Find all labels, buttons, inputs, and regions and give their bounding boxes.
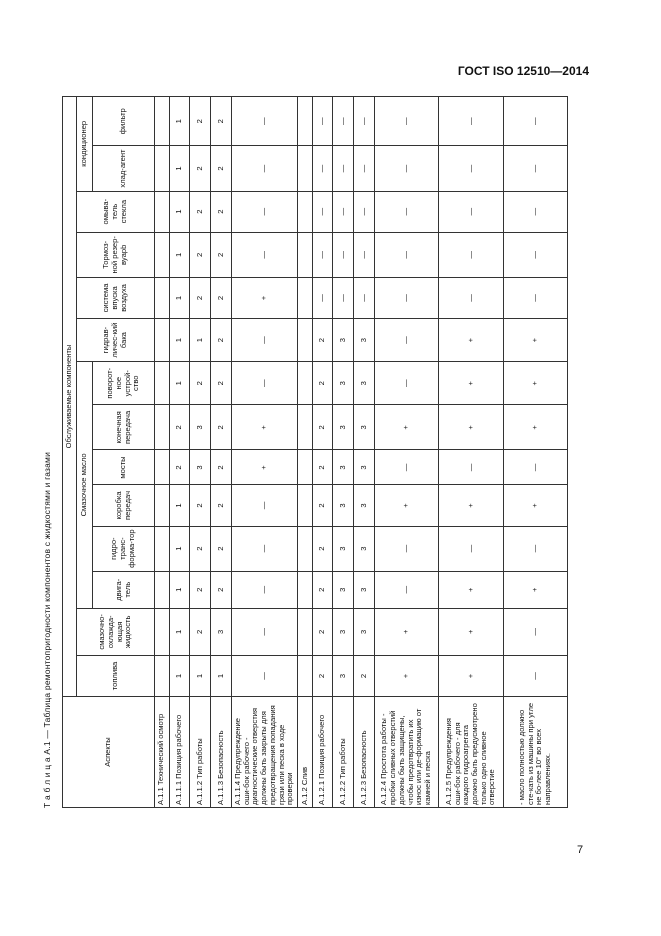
- table-cell: —: [503, 97, 567, 146]
- table-cell: 1: [169, 362, 190, 405]
- table-cell: +: [439, 655, 503, 696]
- table-cell: 3: [190, 450, 211, 485]
- table-cell: 2: [190, 97, 211, 146]
- table-cell: 1: [169, 608, 190, 655]
- table-cell: 2: [354, 655, 375, 696]
- rotated-table-area: [40, 96, 570, 808]
- table-cell: 2: [312, 362, 333, 405]
- table-row: [298, 97, 313, 808]
- row-aspect: А.1.2.3 Безопасность: [354, 697, 375, 808]
- table-cell: —: [231, 319, 297, 362]
- table-cell: —: [231, 191, 297, 232]
- table-cell: [155, 362, 170, 405]
- header-hydro-transformer: гидро-транс-форма-тор: [93, 526, 155, 571]
- table-cell: 2: [211, 571, 232, 608]
- table-cell: —: [374, 571, 438, 608]
- table-cell: [298, 277, 313, 318]
- table-cell: 2: [312, 655, 333, 696]
- header-aspects: Аспекты: [63, 697, 155, 808]
- row-aspect: А.1.2 Слив: [298, 697, 313, 808]
- table-cell: +: [503, 571, 567, 608]
- table-cell: —: [231, 526, 297, 571]
- table-cell: —: [439, 146, 503, 191]
- table-caption: Т а б л и ц а А.1 — Таблица ремонтопригодности компонентов с жидкостями и газами: [42, 451, 52, 808]
- table-cell: 3: [354, 405, 375, 450]
- table-cell: 2: [312, 571, 333, 608]
- table-cell: —: [503, 608, 567, 655]
- table-cell: —: [374, 319, 438, 362]
- table-cell: [155, 232, 170, 277]
- table-cell: 1: [169, 571, 190, 608]
- table-cell: [155, 655, 170, 696]
- table-cell: 2: [211, 146, 232, 191]
- table-cell: 3: [354, 362, 375, 405]
- table-cell: 3: [354, 526, 375, 571]
- table-cell: —: [333, 97, 354, 146]
- table-cell: —: [231, 362, 297, 405]
- table-cell: +: [439, 319, 503, 362]
- table-cell: 3: [333, 485, 354, 526]
- table-cell: 1: [169, 319, 190, 362]
- header-washer: омыва-тель стекла: [77, 191, 155, 232]
- table-cell: —: [354, 146, 375, 191]
- table-cell: —: [374, 277, 438, 318]
- table-cell: —: [333, 232, 354, 277]
- table-cell: —: [312, 191, 333, 232]
- table-cell: —: [374, 450, 438, 485]
- table-row: [169, 97, 190, 808]
- row-aspect: А.1.2.5 Предупреждения оши-бок рабочего - для каждого гидроагрегата должно быть предусмотрено только одно сливное отверстие: [439, 697, 503, 808]
- table-cell: —: [231, 232, 297, 277]
- table-cell: 2: [211, 526, 232, 571]
- table-cell: 3: [333, 571, 354, 608]
- table-cell: 3: [333, 655, 354, 696]
- table-cell: 1: [169, 146, 190, 191]
- table-cell: [155, 405, 170, 450]
- table-cell: 3: [333, 405, 354, 450]
- table-cell: —: [503, 191, 567, 232]
- table-cell: [155, 191, 170, 232]
- table-cell: —: [231, 608, 297, 655]
- table-cell: 2: [190, 191, 211, 232]
- table-cell: 2: [211, 362, 232, 405]
- row-aspect: А.1.1 Технический осмотр: [155, 697, 170, 808]
- table-cell: —: [231, 146, 297, 191]
- table-cell: —: [503, 655, 567, 696]
- table-cell: 3: [211, 608, 232, 655]
- table-cell: 1: [190, 655, 211, 696]
- table-cell: —: [439, 232, 503, 277]
- table-cell: 3: [333, 526, 354, 571]
- table-cell: —: [354, 277, 375, 318]
- table-cell: —: [503, 232, 567, 277]
- table-cell: —: [439, 526, 503, 571]
- header-serviced: Обслуживаемые компоненты: [63, 97, 77, 697]
- table-cell: [155, 277, 170, 318]
- table-cell: 3: [333, 608, 354, 655]
- header-engine: двига-тель: [93, 571, 155, 608]
- table-cell: 1: [169, 232, 190, 277]
- header-ac: кондиционер: [77, 97, 93, 192]
- table-cell: +: [503, 405, 567, 450]
- table-cell: [155, 571, 170, 608]
- table-cell: —: [374, 191, 438, 232]
- table-cell: 2: [211, 485, 232, 526]
- table-cell: —: [312, 232, 333, 277]
- table-cell: 3: [354, 608, 375, 655]
- table-cell: [155, 97, 170, 146]
- table-cell: +: [231, 450, 297, 485]
- table-rotation-frame: [40, 96, 570, 808]
- table-cell: —: [231, 655, 297, 696]
- table-cell: 2: [190, 571, 211, 608]
- table-row: [333, 97, 354, 808]
- table-cell: 3: [333, 319, 354, 362]
- table-cell: +: [503, 485, 567, 526]
- table-cell: +: [374, 655, 438, 696]
- table-body: [155, 97, 568, 808]
- header-lube: Смазочное масло: [77, 362, 93, 609]
- table-cell: [155, 485, 170, 526]
- row-aspect: А.1.2.1 Позиция рабочего: [312, 697, 333, 808]
- table-cell: 3: [354, 450, 375, 485]
- table-cell: [155, 146, 170, 191]
- table-cell: 2: [211, 232, 232, 277]
- table-row: [155, 97, 170, 808]
- table-cell: [298, 232, 313, 277]
- table-cell: —: [374, 362, 438, 405]
- table-cell: 1: [169, 97, 190, 146]
- table-cell: 2: [312, 450, 333, 485]
- table-cell: [298, 526, 313, 571]
- table-row: [354, 97, 375, 808]
- table-cell: 2: [190, 526, 211, 571]
- table-cell: [155, 319, 170, 362]
- standard-header: ГОСТ ISO 12510—2014: [457, 64, 589, 78]
- table-cell: 2: [312, 526, 333, 571]
- table-cell: +: [503, 319, 567, 362]
- table-cell: [298, 450, 313, 485]
- table-cell: +: [231, 405, 297, 450]
- table-cell: —: [354, 191, 375, 232]
- header-axles: мосты: [93, 450, 155, 485]
- table-cell: —: [333, 277, 354, 318]
- row-aspect: А.1.1.1 Позиция рабочего: [169, 697, 190, 808]
- table-cell: —: [503, 146, 567, 191]
- table-cell: 2: [312, 485, 333, 526]
- table-row: [190, 97, 211, 808]
- table-cell: —: [354, 97, 375, 146]
- table-cell: 2: [190, 232, 211, 277]
- row-aspect: А.1.2.2 Тип работы: [333, 697, 354, 808]
- table-cell: 3: [354, 485, 375, 526]
- header-ac-filter: фильтр: [93, 97, 155, 146]
- table-cell: —: [503, 450, 567, 485]
- table-cell: 3: [190, 405, 211, 450]
- page-number: 7: [577, 844, 584, 856]
- table-cell: [298, 571, 313, 608]
- table-cell: 2: [190, 146, 211, 191]
- table-cell: [298, 485, 313, 526]
- table-cell: —: [439, 97, 503, 146]
- table-cell: —: [231, 571, 297, 608]
- table-cell: —: [333, 146, 354, 191]
- table-cell: 2: [211, 277, 232, 318]
- table-cell: 1: [169, 277, 190, 318]
- header-ac-refrigerant: хлад-агент: [93, 146, 155, 191]
- table-row: [439, 97, 503, 808]
- maintainability-table: [62, 96, 568, 808]
- table-cell: 2: [190, 608, 211, 655]
- table-cell: —: [312, 146, 333, 191]
- table-cell: [298, 655, 313, 696]
- table-cell: —: [333, 191, 354, 232]
- table-cell: +: [439, 608, 503, 655]
- table-row: [503, 97, 567, 808]
- table-cell: +: [439, 405, 503, 450]
- table-cell: 2: [190, 485, 211, 526]
- header-swing: поворот-ное устрой-ство: [93, 362, 155, 405]
- header-gearbox: коробка передач: [93, 485, 155, 526]
- table-cell: 3: [333, 362, 354, 405]
- header-air-intake: система впуска воздуха: [77, 277, 155, 318]
- table-cell: [298, 146, 313, 191]
- table-cell: 1: [169, 526, 190, 571]
- table-cell: 2: [312, 608, 333, 655]
- table-cell: —: [503, 526, 567, 571]
- table-cell: 1: [211, 655, 232, 696]
- table-cell: +: [439, 485, 503, 526]
- table-row: [374, 97, 438, 808]
- table-cell: [298, 362, 313, 405]
- table-cell: +: [231, 277, 297, 318]
- table-cell: —: [312, 97, 333, 146]
- table-cell: [155, 608, 170, 655]
- table-cell: —: [231, 97, 297, 146]
- table-cell: —: [439, 191, 503, 232]
- table-cell: 2: [211, 450, 232, 485]
- table-cell: [298, 191, 313, 232]
- table-cell: 3: [333, 450, 354, 485]
- table-cell: 2: [312, 319, 333, 362]
- header-coolant: смазочно-охлажда-ющая жидкость: [77, 608, 155, 655]
- table-cell: [298, 97, 313, 146]
- table-cell: —: [312, 277, 333, 318]
- header-hydraulic-tank: гидрав-личес-кий бакa: [77, 319, 155, 362]
- table-cell: —: [374, 146, 438, 191]
- table-cell: +: [439, 571, 503, 608]
- table-cell: —: [439, 277, 503, 318]
- table-cell: [155, 526, 170, 571]
- table-cell: +: [439, 362, 503, 405]
- row-aspect: А.1.1.4 Предупреждение оши-бок рабочего - диагностические отверстия должны быть закрыты для предотвращения попадания грязи или песка в ходе проверки: [231, 697, 297, 808]
- table-cell: 2: [211, 319, 232, 362]
- table-cell: —: [231, 485, 297, 526]
- table-cell: [298, 608, 313, 655]
- table-cell: 2: [169, 450, 190, 485]
- table-cell: 2: [211, 191, 232, 232]
- table-cell: 2: [312, 405, 333, 450]
- row-aspect: - масло полностью должно сте-кать из машины при угле не бо-лее 10° во всех направлениях.: [503, 697, 567, 808]
- table-row: [211, 97, 232, 808]
- header-final-drive: конечная передача: [93, 405, 155, 450]
- table-cell: +: [503, 362, 567, 405]
- table-cell: +: [374, 405, 438, 450]
- table-cell: +: [374, 608, 438, 655]
- table-cell: —: [354, 232, 375, 277]
- table-cell: 3: [354, 319, 375, 362]
- row-aspect: А.1.1.3 Безопасность: [211, 697, 232, 808]
- table-cell: 1: [169, 191, 190, 232]
- table-cell: —: [503, 277, 567, 318]
- table-cell: —: [374, 526, 438, 571]
- table-cell: [298, 405, 313, 450]
- table-cell: 2: [211, 97, 232, 146]
- table-cell: 1: [169, 485, 190, 526]
- table-cell: +: [374, 485, 438, 526]
- table-row: [231, 97, 297, 808]
- table-cell: —: [439, 450, 503, 485]
- table-cell: 3: [354, 571, 375, 608]
- table-cell: 2: [190, 277, 211, 318]
- table-cell: —: [374, 97, 438, 146]
- table-cell: [298, 319, 313, 362]
- table-cell: —: [374, 232, 438, 277]
- table-cell: 1: [169, 655, 190, 696]
- table-cell: 2: [190, 362, 211, 405]
- header-brake-reservoir: Тормоз-ной резер-вуарb: [77, 232, 155, 277]
- table-cell: 2: [211, 405, 232, 450]
- table-cell: [155, 450, 170, 485]
- table-row: [312, 97, 333, 808]
- table-cell: 1: [190, 319, 211, 362]
- row-aspect: А.1.1.2 Тип работы: [190, 697, 211, 808]
- header-fuel: топлива: [77, 655, 155, 696]
- row-aspect: А.1.2.4 Простота работы - пробки сливных отверстий должны быть защищены, чтобы предотвратить их износ или де-формацию от камней и песка: [374, 697, 438, 808]
- table-cell: 2: [169, 405, 190, 450]
